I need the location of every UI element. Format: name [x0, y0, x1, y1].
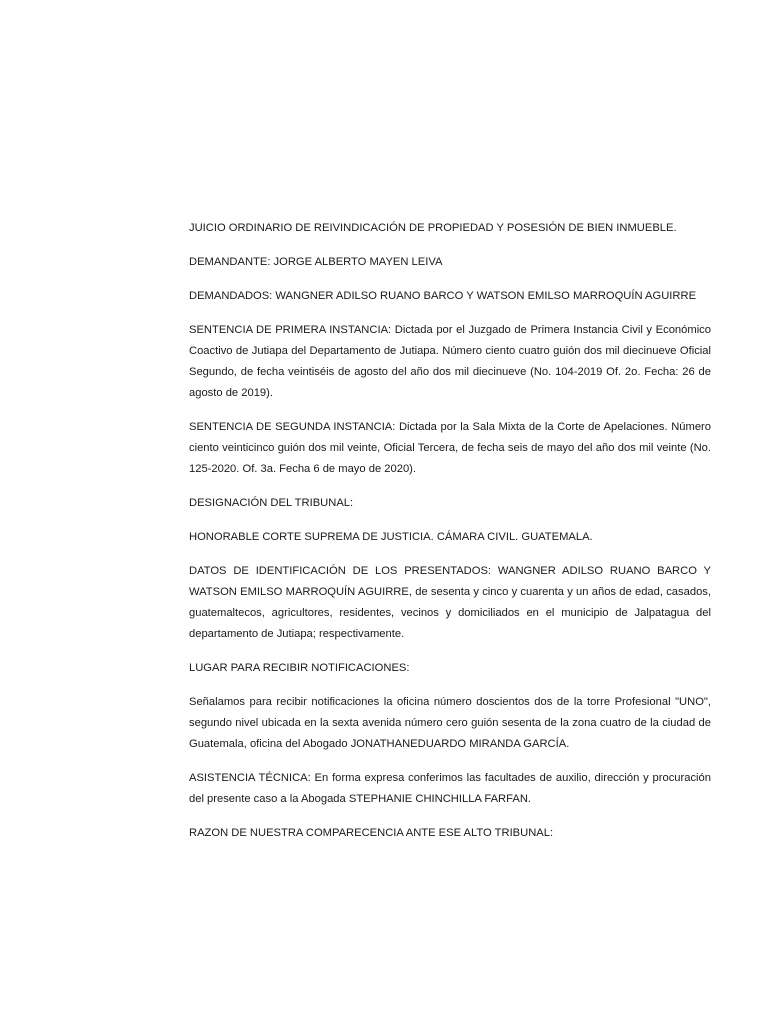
reason-heading: RAZON DE NUESTRA COMPARECENCIA ANTE ESE ALTO TRIBUNAL:: [189, 827, 554, 839]
notifications-address: Señalamos para recibir notificaciones la oficina número doscientos dos de la torre Profesional "UNO", segundo nivel ubicada en la sexta avenida número cero guión sesenta de la zona cuatro de la ciudad de Guatemala, oficina del Abogado JONATHANEDUARDO MIRANDA GARCÍA.: [189, 696, 711, 750]
defendants-line: DEMANDADOS: WANGNER ADILSO RUANO BARCO Y WATSON EMILSO MARROQUÍN AGUIRRE: [189, 290, 697, 302]
court-designation-heading: DESIGNACIÓN DEL TRIBUNAL:: [189, 497, 354, 509]
first-instance-ruling: SENTENCIA DE PRIMERA INSTANCIA: Dictada por el Juzgado de Primera Instancia Civil y Económico Coactivo de Jutiapa del Departamento de Jutiapa. Número ciento cuatro guión dos mil diecinueve Oficial Segundo, de fecha veintiséis de agosto del año dos mil diecinueve (No. 104-2019 Of. 2o. Fecha: 26 de agosto de 2019).: [189, 324, 711, 399]
second-instance-ruling: SENTENCIA DE SEGUNDA INSTANCIA: Dictada por la Sala Mixta de la Corte de Apelaciones. Número ciento veinticinco guión dos mil veinte, Oficial Tercera, de fecha seis de mayo del año dos mil veinte (No. 125-2020. Of. 3a. Fecha 6 de mayo de 2020).: [189, 421, 711, 475]
case-title: JUICIO ORDINARIO DE REIVINDICACIÓN DE PROPIEDAD Y POSESIÓN DE BIEN INMUEBLE.: [189, 222, 677, 234]
technical-assistance: ASISTENCIA TÉCNICA: En forma expresa conferimos las facultades de auxilio, dirección y procuración del presente caso a la Abogada STEPHANIE CHINCHILLA FARFAN.: [189, 772, 711, 805]
identification-data: DATOS DE IDENTIFICACIÓN DE LOS PRESENTADOS: WANGNER ADILSO RUANO BARCO Y WATSON EMILSO MARROQUÍN AGUIRRE, de sesenta y cinco y cuarenta y un años de edad, casados, guatemaltecos, agricultores, residentes, vecinos y domiciliados en el municipio de Jalpatagua del departamento de Jutiapa; respectivamente.: [189, 565, 711, 640]
plaintiff-line: DEMANDANTE: JORGE ALBERTO MAYEN LEIVA: [189, 256, 443, 268]
court-name: HONORABLE CORTE SUPREMA DE JUSTICIA. CÁMARA CIVIL. GUATEMALA.: [189, 531, 593, 543]
document-body: [189, 218, 711, 844]
notifications-heading: LUGAR PARA RECIBIR NOTIFICACIONES:: [189, 662, 410, 674]
